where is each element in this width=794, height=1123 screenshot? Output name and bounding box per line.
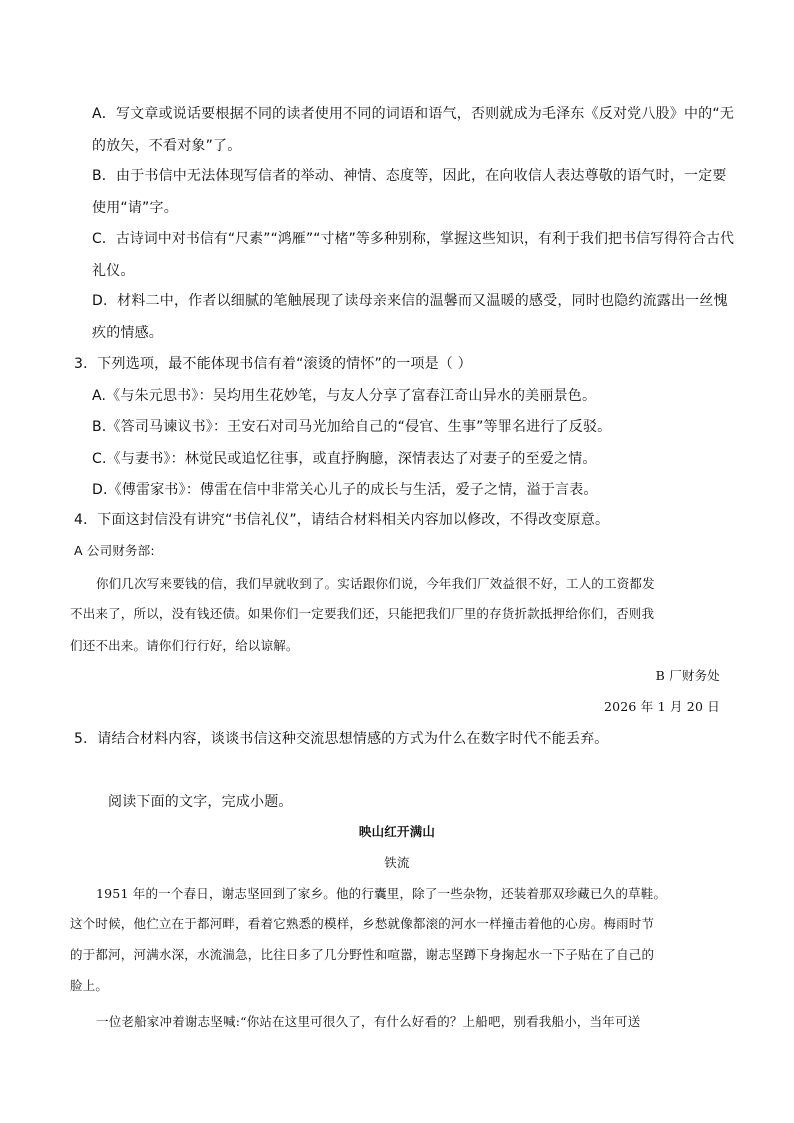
q3-option-a: A.《与朱元思书》：吴均用生花妙笔，与友人分享了富春江奇山异水的美丽景色。 (92, 388, 597, 404)
q4-stem: 4．下面这封信没有讲究“书信礼仪”，请结合材料相关内容加以修改，不得改变原意。 (74, 512, 610, 528)
q2-option-b-line2: 使用“请”字。 (92, 200, 178, 216)
letter-body-line1: 你们几次写来要钱的信，我们早就收到了。实话跟你们说，今年我们厂效益很不好，工人的工资都发 (96, 576, 655, 591)
q2-option-b-line1: B．由于书信中无法体现写信者的举动、神情、态度等，因此，在向收信人表达尊敬的语气时，一定要 (92, 168, 727, 184)
letter-signature: B 厂财务处 (655, 668, 720, 683)
q5-stem: 5．请结合材料内容，谈谈书信这种交流思想情感的方式为什么在数字时代不能丢弃。 (74, 731, 609, 747)
article-paragraph-1-line1: 1951 年的一个春日，谢志坚回到了家乡。他的行囊里，除了一些杂物，还装着那双珍藏已久的草鞋。 (96, 886, 667, 901)
article-paragraph-1-line2: 这个时候，他伫立在于都河畔，看着它熟悉的模样，乡愁就像都滚的河水一样撞击着他的心房。梅雨时节 (70, 916, 655, 931)
article-paragraph-1-line4: 脸上。 (70, 978, 109, 993)
letter-salutation: A 公司财务部: (74, 543, 155, 558)
letter-date: 2026 年 1 月 20 日 (603, 699, 720, 714)
q2-option-d-line2: 疚的情感。 (92, 325, 163, 341)
letter-body-line2: 不出来了，所以，没有钱还债。如果你们一定要我们还，只能把我们厂里的存货折款抵押给你们，否则我 (70, 606, 655, 621)
q3-option-d: D.《傅雷家书》：傅雷在信中非常关心儿子的成长与生活，爱子之情，溢于言表。 (92, 482, 598, 498)
q3-option-b: B.《答司马谏议书》：王安石对司马光加给自己的“侵官、生事”等罪名进行了反驳。 (92, 419, 612, 435)
q2-option-c-line1: C．古诗词中对书信有“尺素”“鸿雁”“寸楮”等多种别称，掌握这些知识，有利于我们把书信写得符合古代 (92, 231, 735, 247)
q2-option-d-line1: D．材料二中，作者以细腻的笔触展现了读母亲来信的温馨而又温暖的感受，同时也隐约流露出一丝愧 (92, 293, 728, 309)
q3-option-c: C.《与妻书》：林觉民或追忆往事，或直抒胸臆，深情表达了对妻子的至爱之情。 (92, 451, 597, 467)
letter-body-line3: 们还不出来。请你们行行好，给以谅解。 (70, 638, 299, 653)
q3-stem: 3．下列选项，最不能体现书信有着“滚烫的情怀”的一项是（ ） (74, 356, 472, 372)
article-author: 铁流 (384, 855, 410, 870)
article-paragraph-2-line1: 一位老船家冲着谢志坚喊:“你站在这里可很久了，有什么好看的？上船吧，别看我船小，当年可送 (96, 1014, 641, 1029)
q2-option-a-line2: 的放矢，不看对象”了。 (92, 138, 242, 154)
article-paragraph-1-line3: 的于都河，河满水深，水流湍急，比往日多了几分野性和喧嚣，谢志坚蹲下身掬起水一下子贴在了自己的 (70, 947, 655, 962)
q2-option-a-line1: A．写文章或说话要根据不同的读者使用不同的词语和语气，否则就成为毛泽东《反对党八股》中的“无 (92, 106, 735, 122)
article-title: 映山红开满山 (358, 824, 436, 839)
q2-option-c-line2: 礼仪。 (92, 263, 135, 279)
reading-instruction: 阅读下面的文字，完成小题。 (108, 794, 293, 810)
